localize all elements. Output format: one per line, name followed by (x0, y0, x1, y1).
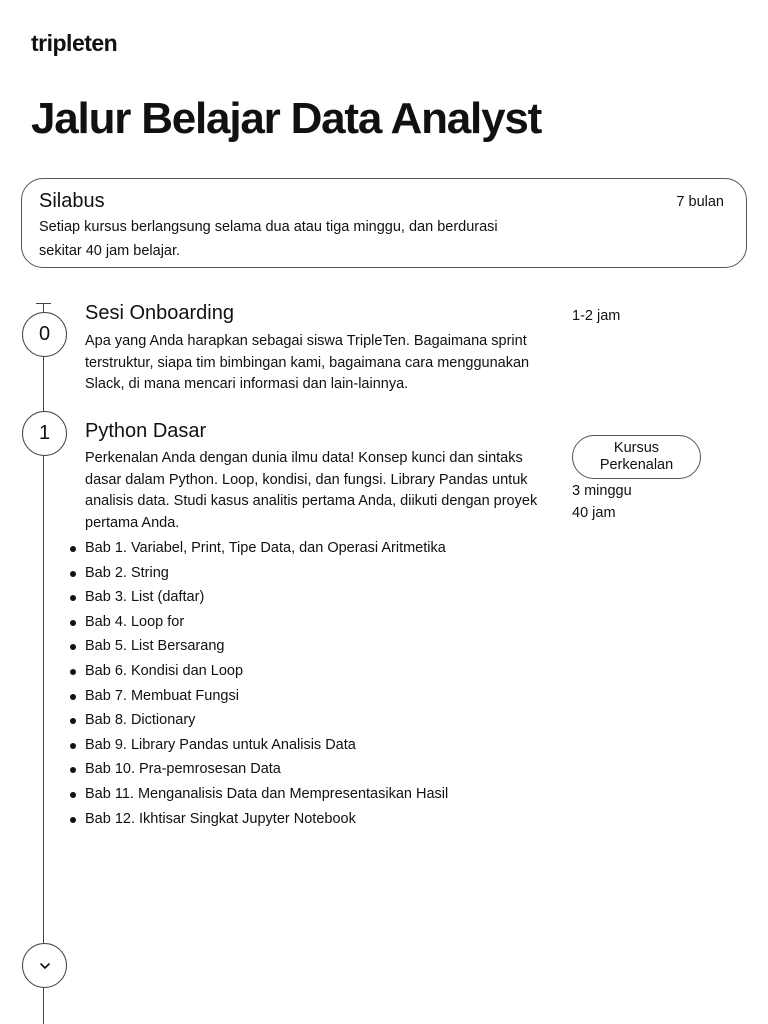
intro-course-badge: Kursus Perkenalan (572, 435, 701, 479)
chapter-item: Bab 6. Kondisi dan Loop (85, 659, 448, 684)
step-number-1: 1 (22, 411, 67, 456)
expand-button[interactable] (22, 943, 67, 988)
chapter-item: Bab 8. Dictionary (85, 708, 448, 733)
section-duration-onboarding: 1-2 jam (572, 308, 621, 324)
chapter-item: Bab 2. String (85, 561, 448, 586)
section-title-python: Python Dasar (85, 420, 207, 442)
chapter-item: Bab 5. List Bersarang (85, 634, 448, 659)
syllabus-description: Setiap kursus berlangsung selama dua atau tiga minggu, dan berdurasi sekitar 40 jam belajar. (39, 219, 498, 259)
tripleten-logo[interactable]: tripleten (31, 30, 118, 56)
chapter-list (85, 536, 448, 831)
chapter-item: Bab 1. Variabel, Print, Tipe Data, dan Operasi Aritmetika (85, 536, 448, 561)
section-weeks-python: 3 minggu (572, 483, 632, 499)
section-description-python: Perkenalan Anda dengan dunia ilmu data! Konsep kunci dan sintaks dasar dalam Python. Loop, kondisi, dan fungsi. Library Pandas untuk analisis data. Studi kasus analitis pertama Anda, diikuti dengan proyek pertama Anda. (85, 450, 538, 531)
section-hours-python: 40 jam (572, 505, 616, 521)
syllabus-duration: 7 bulan (676, 194, 724, 210)
chapter-item: Bab 10. Pra-pemrosesan Data (85, 757, 448, 782)
chevron-down-icon (39, 957, 51, 975)
chapter-item: Bab 11. Menganalisis Data dan Mempresentasikan Hasil (85, 782, 448, 807)
chapter-item: Bab 9. Library Pandas untuk Analisis Data (85, 733, 448, 758)
section-description-onboarding: Apa yang Anda harapkan sebagai siswa TripleTen. Bagaimana sprint terstruktur, siapa tim bimbingan kami, bagaimana cara menggunakan Slack, di mana mencari informasi dan lain-lainnya. (85, 333, 530, 392)
syllabus-card (21, 178, 747, 268)
chapter-item: Bab 7. Membuat Fungsi (85, 684, 448, 709)
chapter-item: Bab 3. List (daftar) (85, 585, 448, 610)
chapter-item: Bab 12. Ikhtisar Singkat Jupyter Notebook (85, 807, 448, 832)
section-title-onboarding: Sesi Onboarding (85, 302, 234, 324)
step-number-0: 0 (22, 312, 67, 357)
chapter-item: Bab 4. Loop for (85, 610, 448, 635)
syllabus-title: Silabus (39, 190, 105, 212)
page-title: Jalur Belajar Data Analyst (31, 94, 542, 143)
